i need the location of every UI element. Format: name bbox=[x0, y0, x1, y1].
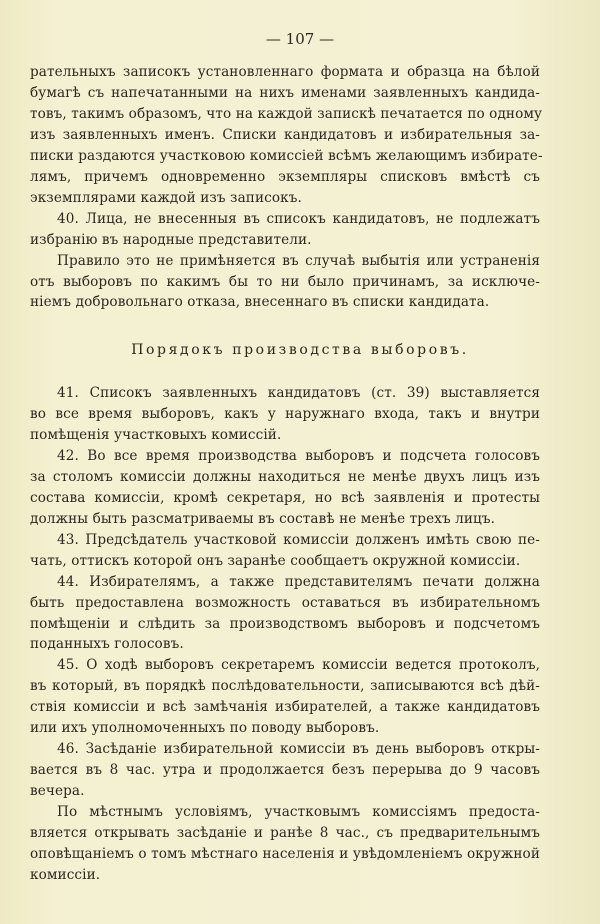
text-line: вечера. bbox=[30, 783, 85, 800]
text-line: поданныхъ голосовъ. bbox=[30, 636, 184, 653]
text-line: за столомъ комиссіи должны находиться не менѣе двухъ лицъ изъ bbox=[30, 468, 540, 485]
text-line: вляется открывать засѣданіе и ранѣе 8 час., съ предварительнымъ bbox=[30, 825, 540, 841]
text-line: во все время выборовъ, какъ у наружнаго входа, такъ и внутри bbox=[30, 405, 540, 422]
text-line: товъ, такимъ образомъ, что на каждой запискѣ печатается по одному bbox=[30, 105, 543, 122]
page-number: — 107 — bbox=[265, 30, 335, 48]
text-line: ніемъ добровольнаго отказа, внесеннаго въ списки кандидата. bbox=[30, 294, 490, 311]
text-line: быть предоставлена возможность оставаться въ избирательномъ bbox=[30, 594, 540, 611]
text-line: рательныхъ записокъ установленнаго формата и образца на бѣлой bbox=[30, 64, 540, 80]
text-line: въ который, въ порядкѣ послѣдовательности, записываются всѣ дѣй- bbox=[30, 678, 540, 695]
text-line: вается въ 8 час. утра и продолжается безъ перерыва до 9 часовъ bbox=[30, 762, 540, 779]
text-line: Правило это не примѣняется въ случаѣ выбытія или устраненія bbox=[57, 252, 540, 269]
text-line: 41. Списокъ заявленныхъ кандидатовъ (ст. 39) выставляется bbox=[57, 385, 540, 401]
text-line: изъ заявленныхъ именъ. Списки кандидатовъ и избирательныя за- bbox=[30, 126, 540, 143]
text-line: оповѣщаніемъ о томъ мѣстнаго населенія и увѣдомленіемъ окружной bbox=[30, 845, 540, 862]
text-line: помѣщеніи и слѣдить за производствомъ выборовъ и подсчетомъ bbox=[30, 615, 540, 632]
text-line: бумагѣ съ напечатанными на нихъ именами заявленныхъ кандида- bbox=[30, 85, 540, 101]
text-line: ствія комиссіи и всѣ замѣчанія избирателей, а также кандидатовъ bbox=[30, 699, 540, 716]
text-line: лямъ, причемъ одновременно экземпляры списковъ вмѣстѣ съ bbox=[30, 168, 540, 185]
text-line: состава комиссіи, кромѣ секретаря, но всѣ заявленія и протесты bbox=[30, 489, 540, 506]
text-line: 44. Избирателямъ, а также представителямъ печати должна bbox=[57, 573, 540, 590]
text-line: 40. Лица, не внесенныя въ списокъ кандидатовъ, не подлежатъ bbox=[57, 210, 540, 227]
text-line: помѣщенія участковыхъ комиссій. bbox=[30, 426, 282, 443]
text-line: 46. Засѣданіе избирательной комиссіи въ день выборовъ откры- bbox=[57, 741, 540, 758]
text-line: 43. Предсѣдатель участковой комиссіи долженъ имѣть свою пе- bbox=[57, 531, 540, 548]
text-line: или ихъ уполномоченныхъ по поводу выборовъ. bbox=[30, 720, 380, 737]
text-line: комиссіи. bbox=[30, 866, 101, 883]
text-line: отъ выборовъ по какимъ бы то ни было причинамъ, за исключе- bbox=[30, 273, 540, 290]
text-line: 45. О ходѣ выборовъ секретаремъ комиссіи ведется протоколъ, bbox=[57, 657, 540, 674]
text-line: избранію въ народные представители. bbox=[30, 231, 312, 248]
text-line: чать, оттискъ которой онъ заранѣе сообщаетъ окружной комиссіи. bbox=[30, 552, 521, 569]
text-line: экземплярами каждой изъ записокъ. bbox=[30, 189, 302, 206]
text-line: писки раздаются участковою комиссіей всѣмъ желающимъ избирате- bbox=[30, 147, 543, 164]
text-line: 42. Во все время производства выборовъ и подсчета голосовъ bbox=[57, 447, 540, 464]
text-line: По мѣстнымъ условіямъ, участковымъ комиссіямъ предоста- bbox=[57, 804, 540, 820]
section-heading: Порядокъ производства выборовъ. bbox=[131, 342, 469, 358]
text-line: должны быть разсматриваемы въ составѣ не менѣе трехъ лицъ. bbox=[30, 510, 496, 527]
